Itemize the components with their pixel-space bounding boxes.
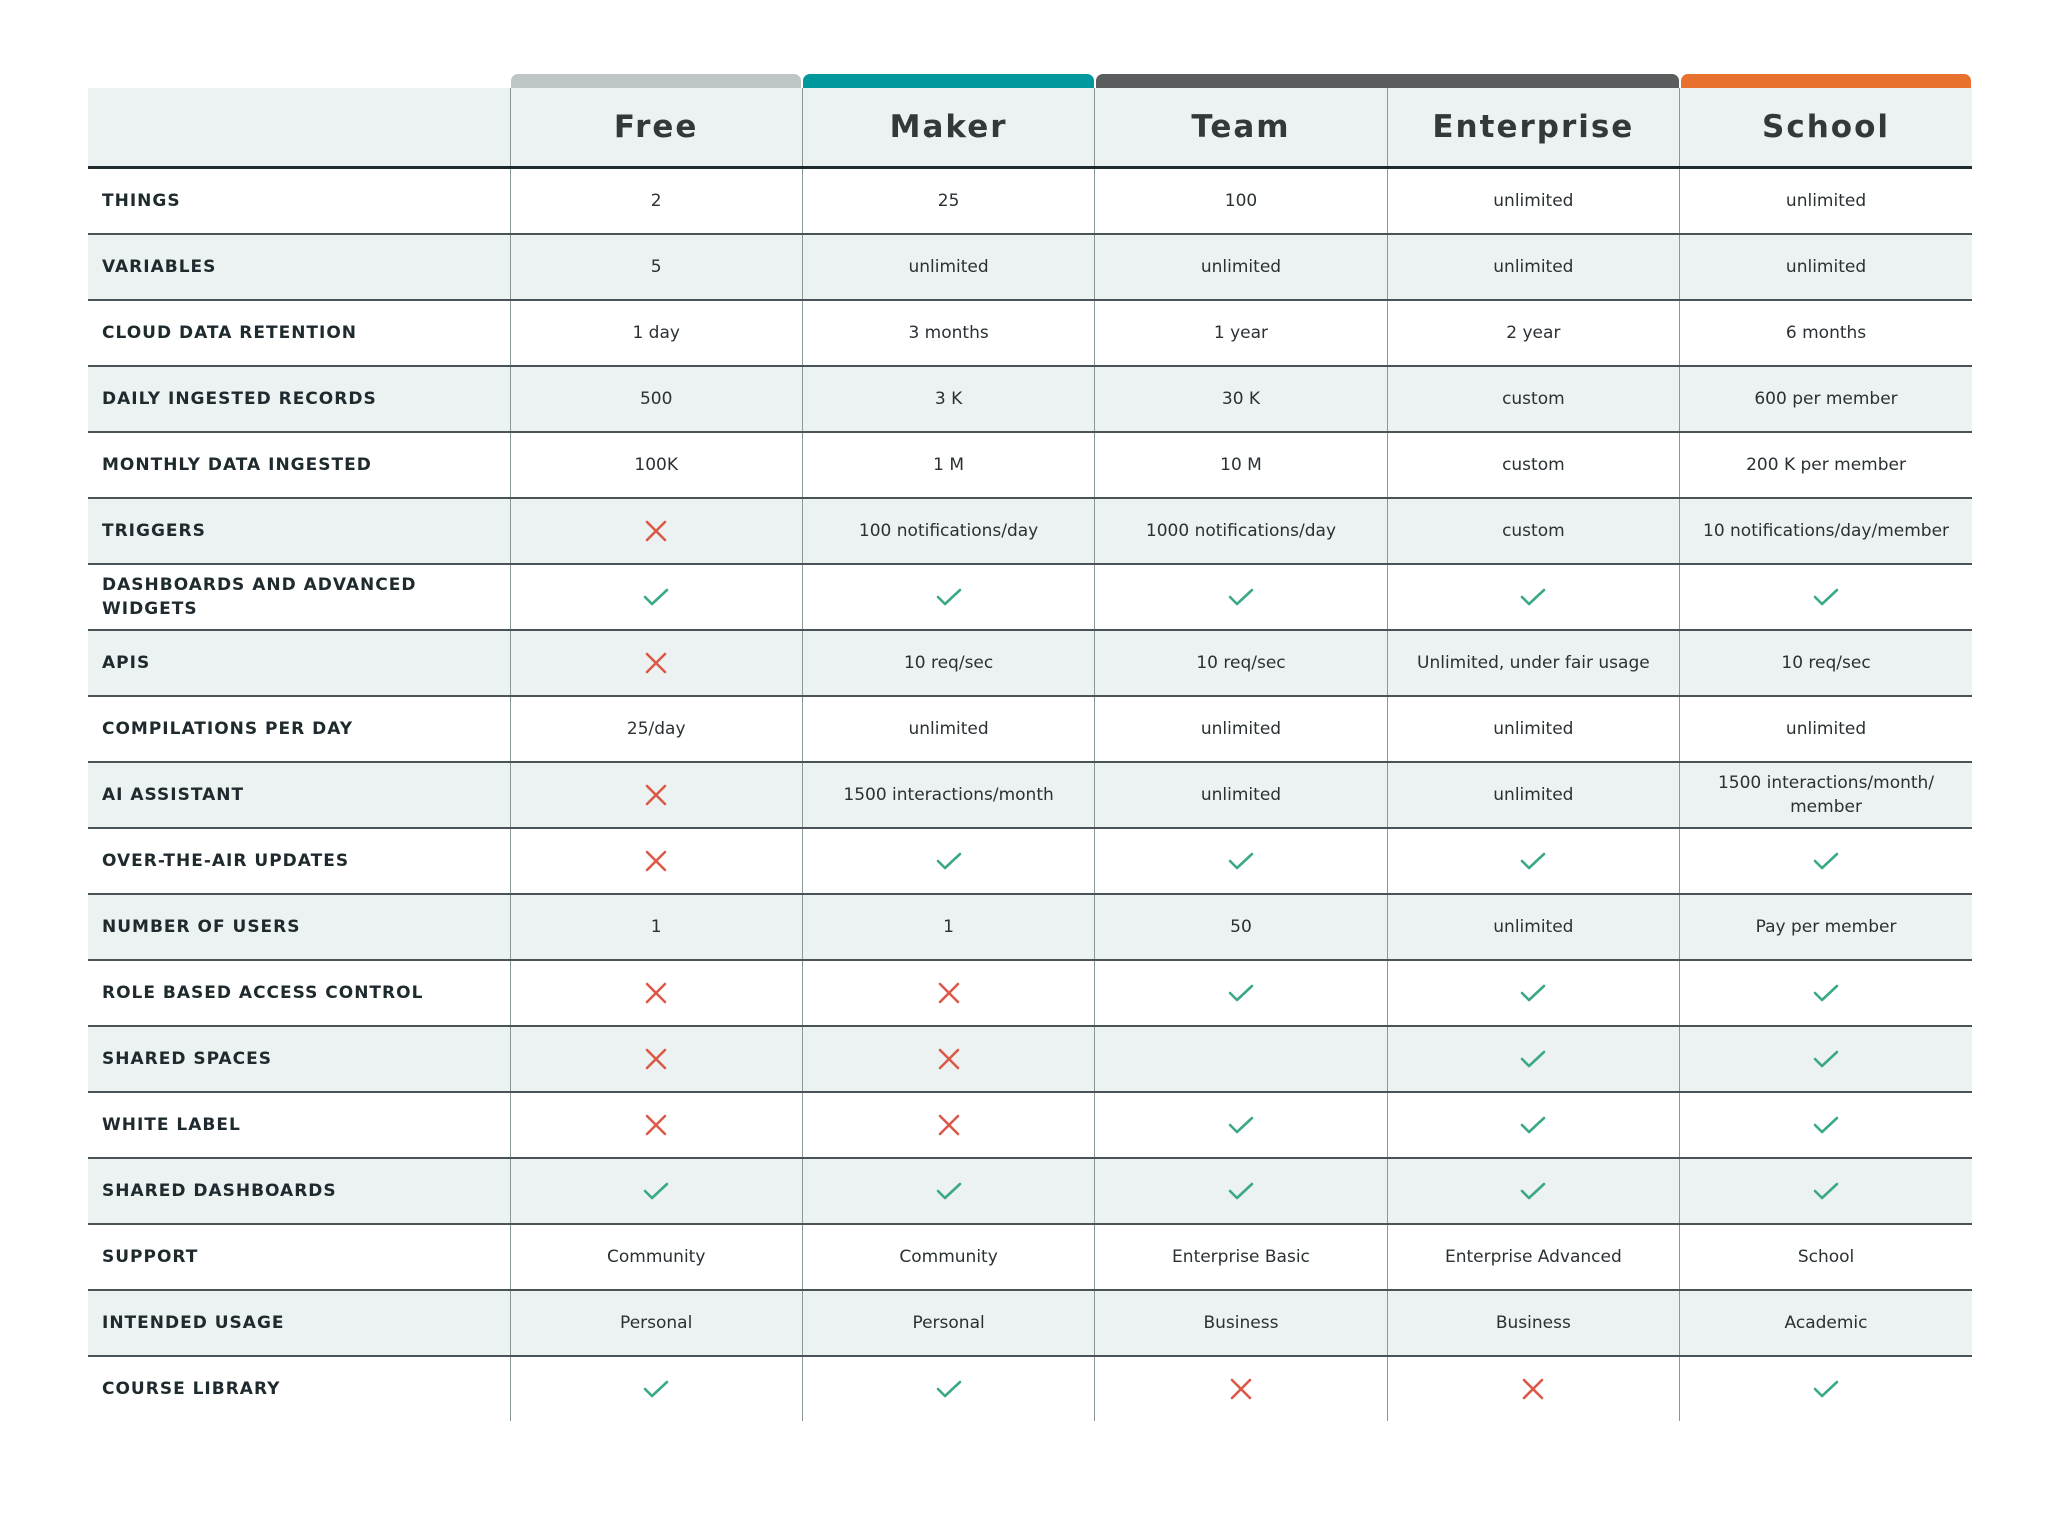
cell-enterprise: Business [1387, 1290, 1679, 1356]
cell-free [510, 828, 802, 894]
plan-header-enterprise: Enterprise [1387, 88, 1679, 168]
plan-tab-maker [802, 74, 1094, 88]
cell-team: 1000 notifications/day [1095, 498, 1387, 564]
cell-free: 25/day [510, 696, 802, 762]
header-blank-cell [88, 88, 510, 168]
cell-school [1680, 1356, 1972, 1421]
cell-school [1680, 960, 1972, 1026]
feature-label: CLOUD DATA RETENTION [88, 300, 510, 366]
plan-tab-bar [803, 74, 1093, 88]
cell-school: 6 months [1680, 300, 1972, 366]
cell-maker: 1 M [802, 432, 1094, 498]
cell-team: unlimited [1095, 696, 1387, 762]
check-icon [1811, 1379, 1841, 1399]
check-icon [934, 851, 964, 871]
cell-free: 500 [510, 366, 802, 432]
check-icon [1811, 851, 1841, 871]
feature-label: COURSE LIBRARY [102, 1379, 281, 1399]
table-row [88, 168, 1972, 235]
table-row [88, 696, 1972, 762]
feature-label: TRIGGERS [88, 498, 510, 564]
cell-free: 100K [510, 432, 802, 498]
table-row [88, 762, 1972, 828]
cell-enterprise: unlimited [1387, 234, 1679, 300]
table-row [88, 960, 1972, 1026]
cell-enterprise: unlimited [1387, 168, 1679, 235]
cell-school: 10 req/sec [1680, 630, 1972, 696]
cell-free: Community [510, 1224, 802, 1290]
cell-school: 1500 interactions/month/ member [1680, 762, 1972, 828]
x-icon [643, 983, 669, 1003]
x-icon [643, 1049, 669, 1069]
feature-label: VARIABLES [88, 234, 510, 300]
cell-school: unlimited [1680, 234, 1972, 300]
table-row [88, 1356, 1972, 1421]
plan-color-tabs [88, 74, 1972, 88]
cell-school: 600 per member [1680, 366, 1972, 432]
check-icon [1811, 1181, 1841, 1201]
feature-label: INTENDED USAGE [88, 1290, 510, 1356]
cell-team: 30 K [1095, 366, 1387, 432]
feature-rows [88, 168, 1972, 1422]
cell-team: 10 req/sec [1095, 630, 1387, 696]
tab-spacer [88, 74, 510, 88]
cell-maker [802, 1158, 1094, 1224]
table-row [88, 564, 1972, 630]
cell-maker [802, 1356, 1094, 1421]
cell-enterprise: custom [1387, 498, 1679, 564]
table-row [88, 630, 1972, 696]
feature-label: SHARED DASHBOARDS [88, 1158, 510, 1224]
x-icon [643, 653, 669, 673]
cell-team: 100 [1095, 168, 1387, 235]
feature-label: OVER-THE-AIR UPDATES [88, 828, 510, 894]
plan-header-maker: Maker [802, 88, 1094, 168]
check-icon [1518, 1049, 1548, 1069]
cell-free [510, 498, 802, 564]
cell-free [510, 1158, 802, 1224]
check-icon [641, 1181, 671, 1201]
check-icon [1518, 1115, 1548, 1135]
cell-maker [802, 1092, 1094, 1158]
plan-tab-team-enterprise [1095, 74, 1680, 88]
cell-enterprise [1387, 1158, 1679, 1224]
table-row [88, 234, 1972, 300]
cell-team [1095, 1092, 1387, 1158]
check-icon [641, 1379, 671, 1399]
check-icon [934, 587, 964, 607]
cell-enterprise [1387, 1026, 1679, 1092]
plan-header-team: Team [1095, 88, 1387, 168]
cell-school [1680, 828, 1972, 894]
cell-maker: Personal [802, 1290, 1094, 1356]
plan-comparison-table [88, 74, 1972, 1421]
cell-school [1680, 1092, 1972, 1158]
x-icon [1520, 1379, 1546, 1399]
plan-header-free: Free [510, 88, 802, 168]
cell-free: 1 day [510, 300, 802, 366]
cell-team [1095, 1356, 1387, 1421]
check-icon [1811, 1115, 1841, 1135]
cell-team [1095, 1026, 1387, 1092]
feature-label: DASHBOARDS AND ADVANCED WIDGETS [88, 564, 510, 630]
cell-team [1095, 828, 1387, 894]
cell-enterprise: custom [1387, 366, 1679, 432]
cell-team: Business [1095, 1290, 1387, 1356]
cell-enterprise: Unlimited, under fair usage [1387, 630, 1679, 696]
cell-maker: 3 K [802, 366, 1094, 432]
check-icon [1811, 587, 1841, 607]
cell-maker: Community [802, 1224, 1094, 1290]
cell-school: 10 notifications/day/member [1680, 498, 1972, 564]
table-row [88, 1290, 1972, 1356]
check-icon [1226, 587, 1256, 607]
plan-comparison-table-container [88, 74, 1972, 1421]
cell-team [1095, 960, 1387, 1026]
check-icon [1811, 983, 1841, 1003]
check-icon [934, 1379, 964, 1399]
cell-school: 200 K per member [1680, 432, 1972, 498]
table-row [88, 828, 1972, 894]
x-icon [643, 1115, 669, 1135]
check-icon [934, 1181, 964, 1201]
cell-maker: 1 [802, 894, 1094, 960]
feature-label: DAILY INGESTED RECORDS [88, 366, 510, 432]
cell-school [1680, 564, 1972, 630]
feature-label: SHARED SPACES [88, 1026, 510, 1092]
check-icon [1518, 851, 1548, 871]
check-icon [1226, 1115, 1256, 1135]
cell-school: Academic [1680, 1290, 1972, 1356]
plan-tab-school [1680, 74, 1972, 88]
feature-label: ROLE BASED ACCESS CONTROL [88, 960, 510, 1026]
plan-tab-free [510, 74, 802, 88]
x-icon [936, 983, 962, 1003]
cell-school [1680, 1026, 1972, 1092]
cell-free [510, 564, 802, 630]
feature-label: NUMBER OF USERS [88, 894, 510, 960]
cell-team: unlimited [1095, 234, 1387, 300]
cell-free [510, 762, 802, 828]
cell-free [510, 1092, 802, 1158]
x-icon [936, 1049, 962, 1069]
cell-free [510, 630, 802, 696]
feature-label: WHITE LABEL [88, 1092, 510, 1158]
cell-enterprise [1387, 1092, 1679, 1158]
feature-label: COMPILATIONS PER DAY [88, 696, 510, 762]
cell-enterprise: unlimited [1387, 894, 1679, 960]
cell-enterprise [1387, 828, 1679, 894]
feature-label: MONTHLY DATA INGESTED [88, 432, 510, 498]
table-row [88, 894, 1972, 960]
check-icon [1226, 1181, 1256, 1201]
table-row [88, 1158, 1972, 1224]
cell-maker: unlimited [802, 234, 1094, 300]
cell-team [1095, 564, 1387, 630]
cell-team [1095, 1158, 1387, 1224]
feature-label: THINGS [88, 168, 510, 235]
feature-label: APIS [88, 630, 510, 696]
cell-free: 2 [510, 168, 802, 235]
cell-school: unlimited [1680, 696, 1972, 762]
cell-school: Pay per member [1680, 894, 1972, 960]
cell-team: 1 year [1095, 300, 1387, 366]
cell-team: unlimited [1095, 762, 1387, 828]
plan-tab-bar [511, 74, 801, 88]
cell-team: 10 M [1095, 432, 1387, 498]
plan-tab-bar [1681, 74, 1971, 88]
table-row [88, 1026, 1972, 1092]
plan-tab-bar [1096, 74, 1679, 88]
plan-header-school: School [1680, 88, 1972, 168]
table-row [88, 432, 1972, 498]
cell-maker: 1500 interactions/month [802, 762, 1094, 828]
cell-maker: unlimited [802, 696, 1094, 762]
cell-maker [802, 828, 1094, 894]
feature-label: SUPPORT [88, 1224, 510, 1290]
cell-free [510, 1356, 802, 1421]
cell-free: 5 [510, 234, 802, 300]
cell-maker [802, 1026, 1094, 1092]
cell-school: unlimited [1680, 168, 1972, 235]
cell-enterprise: 2 year [1387, 300, 1679, 366]
table-row [88, 498, 1972, 564]
check-icon [1518, 983, 1548, 1003]
cell-school [1680, 1158, 1972, 1224]
cell-team: Enterprise Basic [1095, 1224, 1387, 1290]
cell-free [510, 1026, 802, 1092]
cell-team: 50 [1095, 894, 1387, 960]
cell-school: School [1680, 1224, 1972, 1290]
cell-maker: 3 months [802, 300, 1094, 366]
cell-maker [802, 564, 1094, 630]
cell-enterprise: unlimited [1387, 762, 1679, 828]
cell-enterprise: Enterprise Advanced [1387, 1224, 1679, 1290]
cell-maker: 25 [802, 168, 1094, 235]
cell-enterprise [1387, 1356, 1679, 1421]
check-icon [1226, 983, 1256, 1003]
cell-free: 1 [510, 894, 802, 960]
check-icon [1226, 851, 1256, 871]
table-row [88, 1092, 1972, 1158]
check-icon [1518, 1181, 1548, 1201]
table-row [88, 1224, 1972, 1290]
x-icon [1228, 1379, 1254, 1399]
cell-maker: 10 req/sec [802, 630, 1094, 696]
x-icon [643, 521, 669, 541]
plan-header-row [88, 88, 1972, 168]
cell-maker: 100 notifications/day [802, 498, 1094, 564]
feature-label: AI ASSISTANT [88, 762, 510, 828]
cell-free: Personal [510, 1290, 802, 1356]
x-icon [643, 851, 669, 871]
cell-free [510, 960, 802, 1026]
cell-enterprise [1387, 564, 1679, 630]
cell-enterprise [1387, 960, 1679, 1026]
cell-maker [802, 960, 1094, 1026]
check-icon [641, 587, 671, 607]
table-row [88, 300, 1972, 366]
check-icon [1518, 587, 1548, 607]
x-icon [936, 1115, 962, 1135]
x-icon [643, 785, 669, 805]
cell-enterprise: custom [1387, 432, 1679, 498]
table-row [88, 366, 1972, 432]
cell-enterprise: unlimited [1387, 696, 1679, 762]
check-icon [1811, 1049, 1841, 1069]
